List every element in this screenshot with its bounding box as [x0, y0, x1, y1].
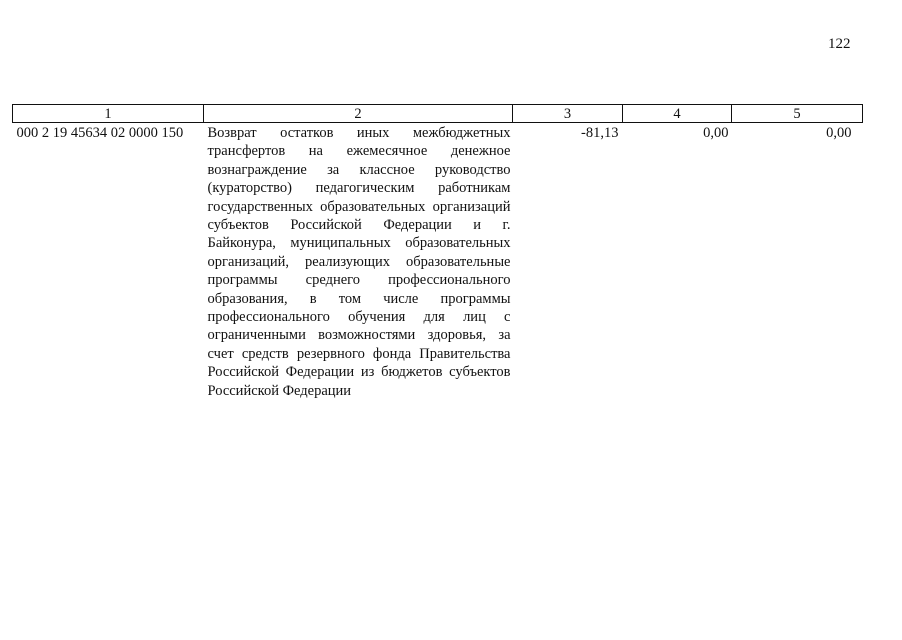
column-header-1: 1	[13, 105, 204, 123]
column-header-5: 5	[732, 105, 863, 123]
budget-code-cell: 000 2 19 45634 02 0000 150	[16, 125, 184, 141]
budget-table	[12, 104, 863, 400]
description-cell: Возврат остатков иных межбюджетных трансфертов на ежемесячное денежное вознаграждение за классное руководство (кураторство) педагогическим работникам государственных образовательных организаций субъектов Российской Федерации и г. Байконура, муниципальных образовательных организаций, реализующих образовательные программы среднего профессионального образования, в том числе программы профессионального обучения для лиц с ограниченными возможностями здоровья, за счет средств резервного фонда Правительства Российской Федерации из бюджетов субъектов Российской Федерации	[207, 125, 511, 399]
value-cell-3: -81,13	[581, 125, 619, 141]
column-header-4: 4	[623, 105, 732, 123]
table-header-row	[13, 105, 863, 123]
value-cell-5: 0,00	[826, 125, 852, 141]
value-cell-4: 0,00	[703, 125, 729, 141]
table-row	[13, 123, 863, 401]
column-header-2: 2	[204, 105, 513, 123]
column-header-3: 3	[513, 105, 623, 123]
page-number: 122	[828, 36, 851, 52]
